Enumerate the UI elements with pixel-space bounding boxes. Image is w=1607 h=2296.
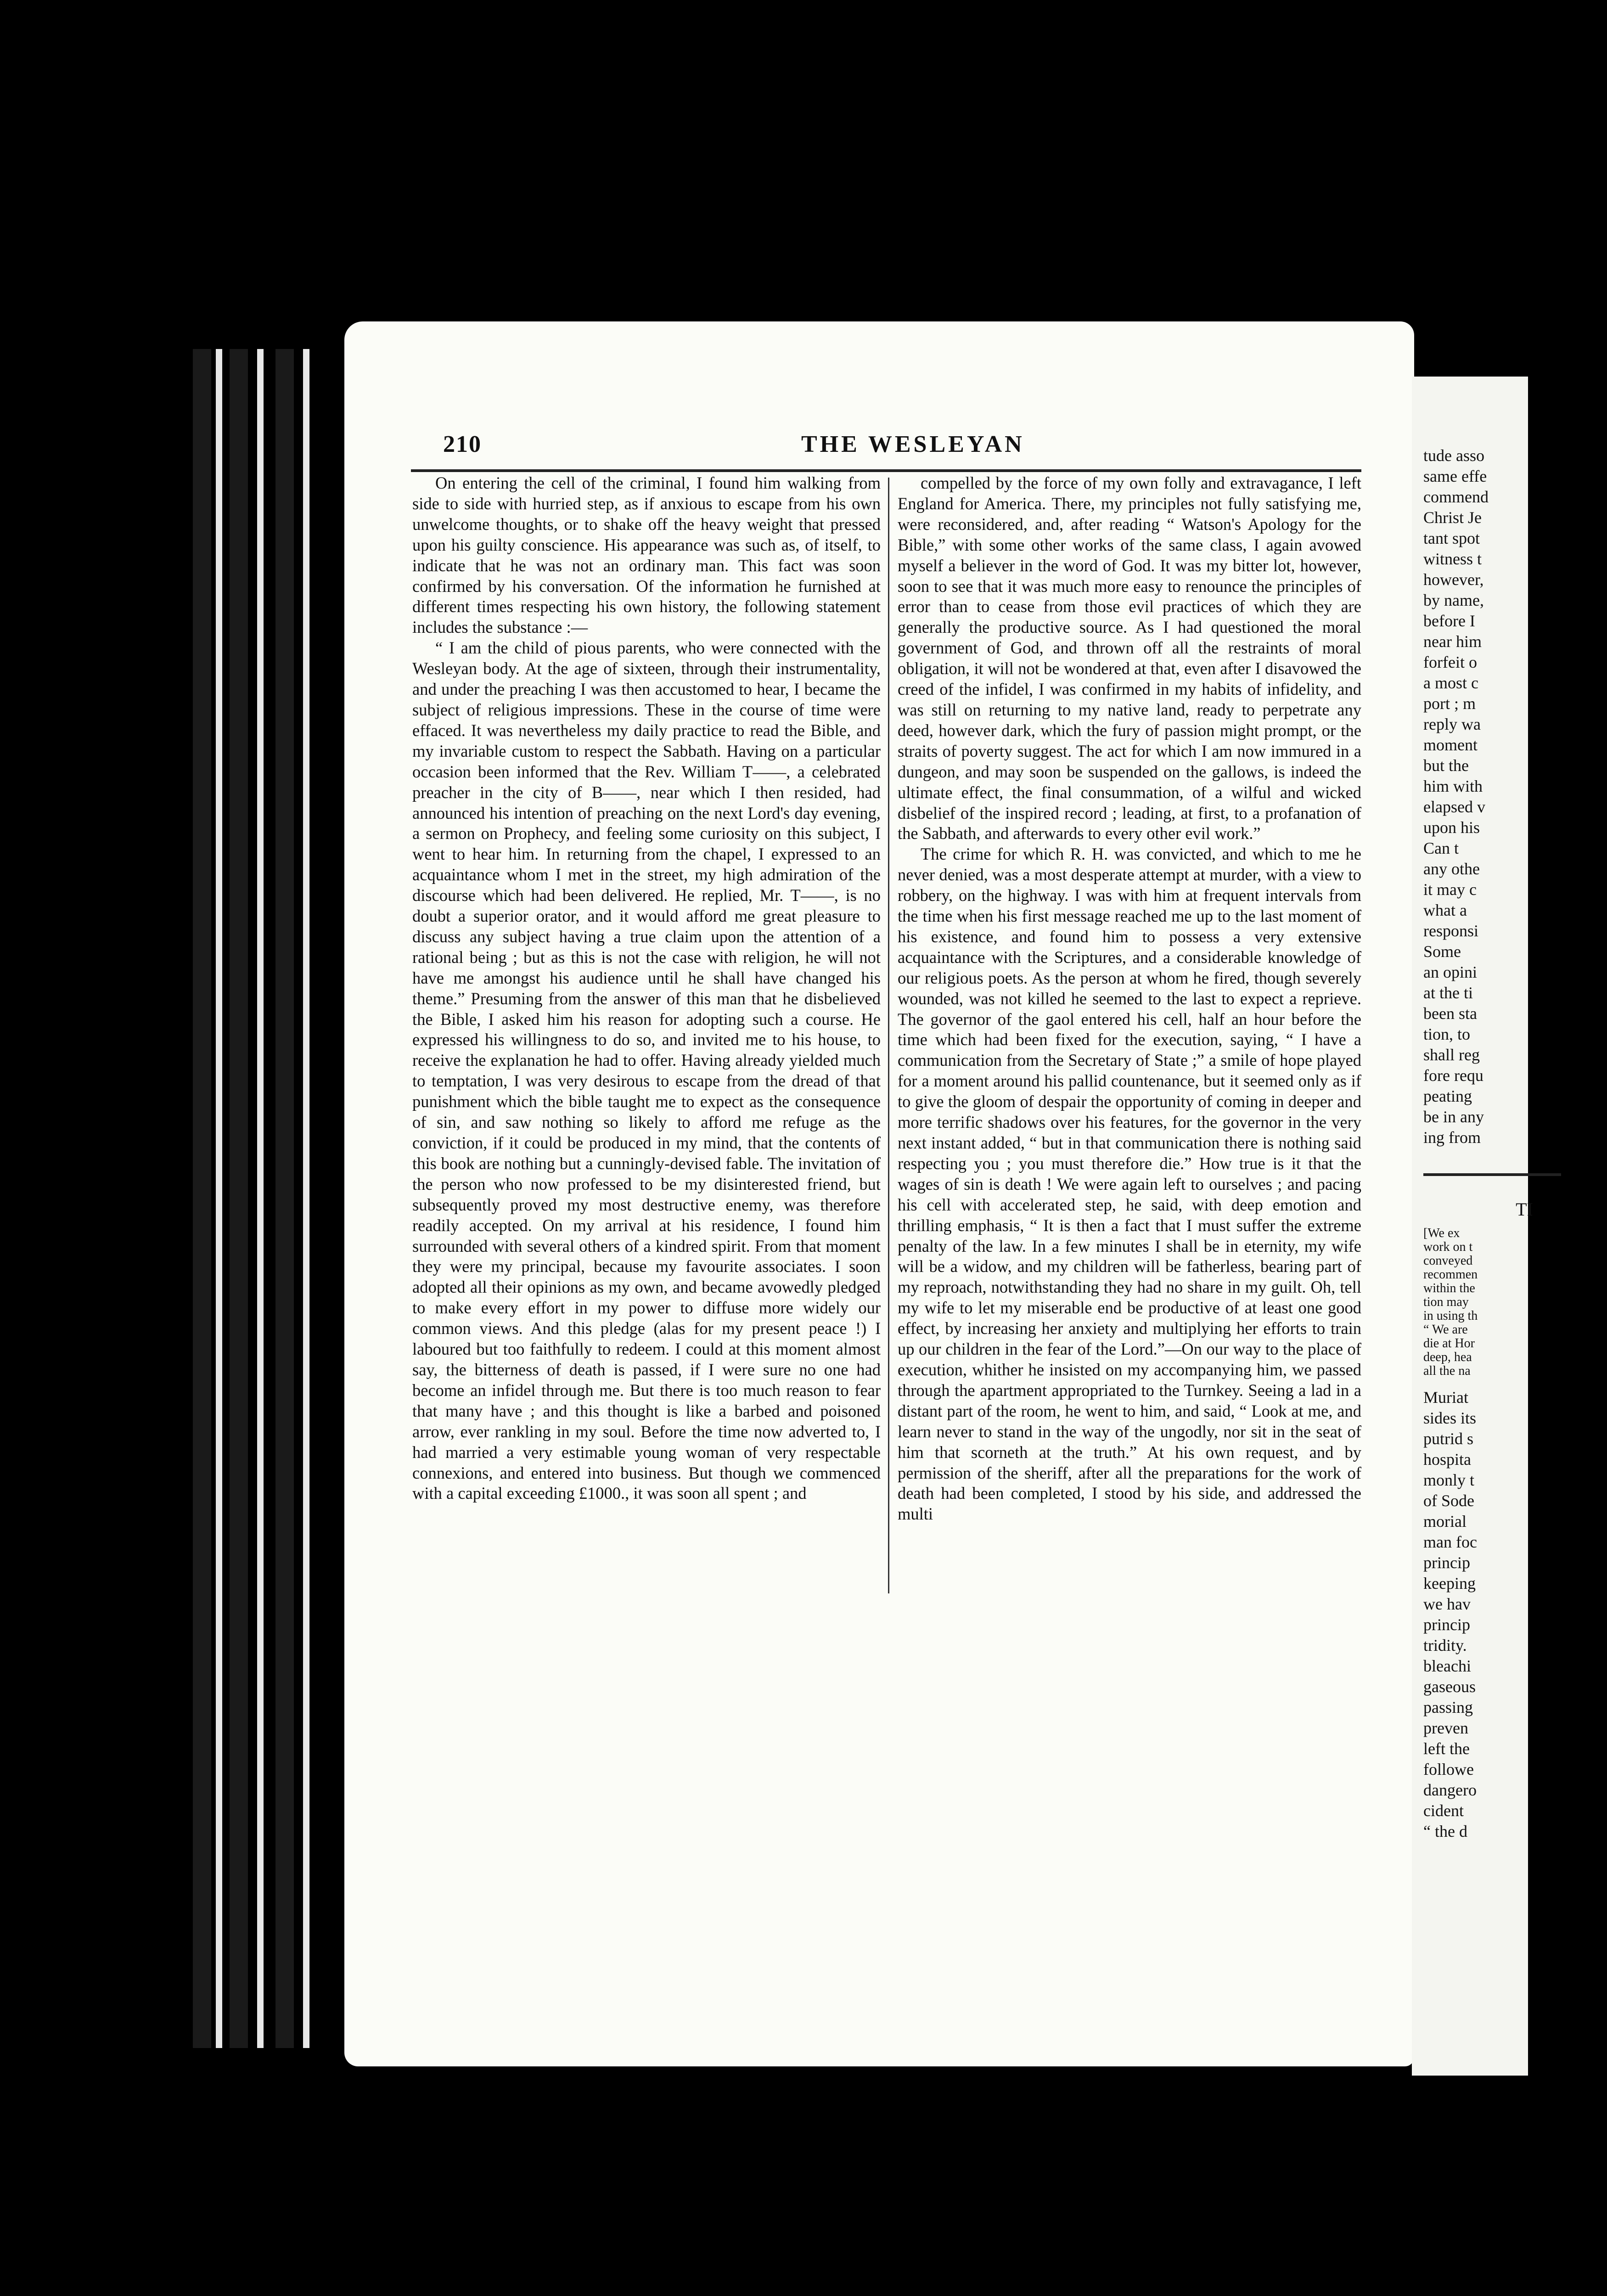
facing-line-small: in using th [1423,1309,1478,1323]
facing-line: shall reg [1423,1046,1480,1064]
facing-line: preven [1423,1719,1468,1737]
left-column [412,473,881,1504]
facing-line: Muriat [1423,1388,1468,1407]
facing-line: commend [1423,488,1489,506]
book-edge [275,349,294,2048]
section-rule [1423,1173,1561,1176]
facing-line-small: conveyed [1423,1254,1473,1268]
facing-line: tant spot [1423,529,1480,547]
facing-line: Can t [1423,839,1459,857]
facing-line-small: deep, hea [1423,1350,1472,1364]
facing-line: be in any [1423,1108,1484,1126]
header-rule [411,469,1361,472]
facing-line: elapsed v [1423,798,1485,816]
facing-line: bleachi [1423,1657,1471,1675]
facing-line: Some [1423,942,1461,961]
book-edge [303,349,309,2048]
facing-line-small: within the [1423,1281,1475,1295]
facing-line: left the [1423,1739,1470,1758]
facing-line: hospita [1423,1450,1471,1469]
facing-line: princip [1423,1615,1470,1634]
facing-line: an opini [1423,963,1477,981]
facing-line: Christ Je [1423,508,1482,527]
facing-heading: TI [1516,1199,1533,1220]
facing-line: by name, [1423,591,1484,609]
facing-line: witness t [1423,550,1482,568]
facing-line: what a [1423,901,1467,919]
facing-line: gaseous [1423,1677,1476,1696]
facing-line-small: recommen [1423,1267,1478,1282]
book-edge [257,349,264,2048]
book-edge [216,349,222,2048]
facing-line: been sta [1423,1004,1477,1023]
facing-line: morial [1423,1512,1467,1531]
facing-line: of Sode [1423,1491,1474,1510]
facing-line: we hav [1423,1595,1471,1613]
paragraph: “ I am the child of pious parents, who were connected with the Wesleyan body. At the age of sixteen, through their instrumentality, and under the preaching I was then accustomed to hear, I became the subject of religious impressions. These in the course of time were effaced. It was nevertheless my daily practice to read the Bible, and my invariable custom to respect the Sabbath. Having on a particular occasion been informed that the Rev. William T——, a celebrated preacher in the city of B——, near which I then resided, had announced his intention of preaching on the next Lord's day evening, a sermon on Prophecy, and feeling some curiosity on this subject, I went to hear him. In returning from the chapel, I expressed to an acquaintance whom I met in the street, my high admiration of the discourse which had been delivered. He replied, Mr. T——, is no doubt a superior orator, and it would afford me great pleasure to discuss any subject having a true claim upon the attention of a rational being ; but as this is not the case with religion, he will not have me amongst his audience until he shall have changed his theme.” Presuming from the answer of this man that he disbelieved the Bible, I asked him his reason for adopting such a course. He expressed his willingness to do so, and invited me to his house, to receive the explanation he had to offer. Having already yielded much to temptation, I was very desirous to escape from the dread of that punishment which the bible taught me to expect as the consequence of sin, and saw nothing so likely to afford me refuge as the conviction, if it could be produced in my mind, that the contents of this book are nothing but a cunningly-devised fable. The invitation of the person who now professed to be my disinterested friend, but subsequently proved my most destructive enemy, was therefore readily accepted. On my arrival at his residence, I found him surrounded with several others of a kindred spirit. From that moment they were my principal, because my favourite associates. I soon adopted all their opinions as my own, and became avowedly pledged to make every effort in my power to diffuse more widely our common views. And this pledge (alas for my present peace !) I laboured but too faithfully to redeem. I could at this moment almost say, the bitterness of death is passed, if I were sure no one had become an infidel through me. But there is too much reason to fear that many have ; and this thought is like a barbed and poisoned arrow, ever rankling in my soul. Before the time now adverted to, I had married a very estimable young woman of very respectable connexions, and entered into business. But though we commenced with a capital exceeding £1000., it was soon all spent ; and [412,638,881,1503]
facing-line-small: all the na [1423,1364,1471,1378]
book-edge [230,349,248,2048]
facing-line: princip [1423,1553,1470,1572]
facing-line: fore requ [1423,1066,1483,1085]
paragraph: compelled by the force of my own folly and extravagance, I left England for America. There, my principles not fully satisfying me, were reconsidered, and, after reading “ Watson's Apology for the Bible,” with some other works of the same class, I again avowed myself a believer in the word of God. It was my bitter lot, however, soon to see that it was much more easy to renounce the principles of error than to cease from those evil practices of which they are generally the productive source. As I had questioned the moral government of God, and thrown off all the restraints of moral obligation, it will not be wondered at that, even after I disavowed the creed of the infidel, I was confirmed in my habits of infidelity, and was still on returning to my native land, ready to perpetrate any deed, however dark, which the fury of passion might prompt, or the straits of poverty suggest. The act for which I am now immured in a dungeon, and may soon be suspended on the gallows, is indeed the ultimate effect, the final consummation, of a wilful and wicked disbelief of the inspired record ; leading, at first, to a profanation of the Sabbath, and afterwards to every other evil work.” [898,473,1361,843]
facing-line: before I [1423,612,1475,630]
facing-line: forfeit o [1423,653,1477,671]
facing-line: moment [1423,736,1478,754]
facing-line: “ the d [1423,1822,1467,1840]
facing-line: ing from [1423,1128,1481,1147]
facing-line: monly t [1423,1471,1475,1489]
facing-line: peating [1423,1087,1472,1105]
paragraph: The crime for which R. H. was convicted, and which to me he never denied, was a most desperate attempt at murder, with a view to robbery, on the highway. I was with him at frequent intervals from the time when his first message reached me up to the last moment of his existence, and found him to possess a very extensive acquaintance with the Scriptures, and a considerable knowledge of our religious poets. As the person at whom he fired, though severely wounded, was not killed he seemed to the last to expect a reprieve. The governor of the gaol entered his cell, half an hour before the time which had been fixed for the execution, saying, “ I have a communication from the Secretary of State ;” a smile of hope played for a moment around his pallid countenance, but it seemed only as if to give the gloom of despair the opportunity of coming in deeper and more terrific shadows over his features, for the governor in the very next instant added, “ but in that communication there is nothing said respecting you ; you must therefore die.” How true is it that the wages of sin is death ! We were again left to ourselves ; and pacing his cell with accelerated step, he said, with deep emotion and thrilling emphasis, “ It is then a fact that I must suffer the extreme penalty of the law. In a few minutes I shall be in eternity, my wife will be a widow, and my children will be fatherless, bearing part of my reproach, notwithstanding they had no share in my guilt. Oh, tell my wife to let my miserable end be productive of at least one good effect, by increasing her anxiety and multiplying her efforts to train up our children in the fear of the Lord.”—On our way to the place of execution, whither he insisted on my accompanying him, we passed through the apartment appropriated to the Turnkey. Seeing a lad in a distant part of the room, he went to him, and said, “ Look at me, and learn never to stand in the way of the ungodly, nor sit in the seat of him that scorneth at the truth.” At his own request, and by permission of the sheriff, after all the preparations for the work of death had been completed, I stood by his side, and addressed the multi [898,844,1361,1524]
paragraph: On entering the cell of the criminal, I found him walking from side to side with hurried step, as if anxious to escape from his own unwelcome thoughts, or to shake off the heavy weight that pressed upon his guilty conscience. His appearance was such as, of itself, to indicate that he was not an ordinary man. This fact was soon confirmed by his conversation. Of the information he furnished at different times respecting his own history, the following statement includes the substance :— [412,473,881,637]
facing-line: man foc [1423,1533,1477,1551]
facing-line: near him [1423,632,1482,651]
facing-line: keeping [1423,1574,1476,1593]
facing-line: dangero [1423,1781,1477,1799]
right-column [898,473,1361,1525]
facing-line: however, [1423,570,1484,589]
facing-line-small: “ We are [1423,1322,1468,1337]
book-edge [193,349,211,2048]
facing-line: upon his [1423,818,1480,837]
facing-line: tion, to [1423,1025,1471,1043]
facing-line: followe [1423,1760,1474,1778]
facing-line: a most c [1423,674,1478,692]
facing-line-small: work on t [1423,1240,1473,1254]
facing-page [1412,377,1533,2076]
facing-line-small: tion may [1423,1295,1469,1309]
facing-line: tridity. [1423,1636,1467,1654]
facing-line: any othe [1423,860,1480,878]
facing-line: cident [1423,1801,1464,1820]
facing-line: sides its [1423,1409,1477,1427]
facing-line: port ; m [1423,694,1476,713]
facing-line: tude asso [1423,446,1484,465]
facing-line: same effe [1423,467,1487,485]
running-title: THE WESLEYAN [801,431,1025,457]
facing-line: reply wa [1423,715,1481,733]
facing-line: passing [1423,1698,1473,1716]
facing-line-small: die at Hor [1423,1336,1475,1351]
facing-line: responsi [1423,922,1478,940]
column-divider [888,478,889,1593]
facing-line: at the ti [1423,984,1473,1002]
facing-line: it may c [1423,880,1477,899]
facing-line-small: [We ex [1423,1226,1460,1240]
facing-line: but the [1423,756,1469,775]
facing-line: him with [1423,777,1483,795]
facing-page-text [1423,445,1607,1842]
facing-line: putrid s [1423,1429,1474,1448]
page-number: 210 [443,431,482,457]
